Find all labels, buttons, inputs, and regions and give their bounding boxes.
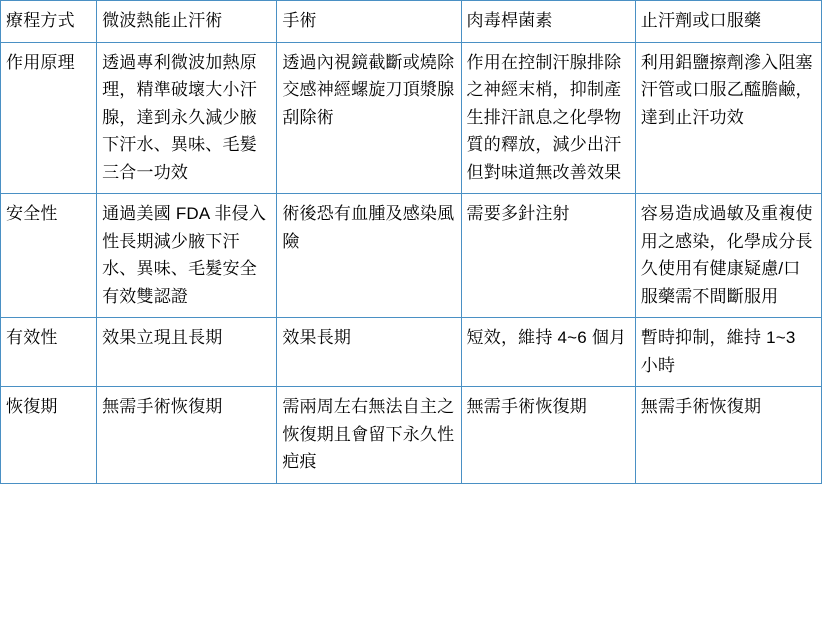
row-header-recovery: 恢復期 (1, 387, 97, 484)
cell-recovery-microwave: 無需手術恢復期 (97, 387, 277, 484)
table-row (1, 387, 822, 484)
row-header-principle: 作用原理 (1, 42, 97, 194)
table-header-row (1, 1, 822, 43)
cell-principle-surgery: 透過內視鏡截斷或燒除交感神經螺旋刀頂漿腺刮除術 (277, 42, 461, 194)
cell-effectiveness-microwave: 效果立現且長期 (97, 318, 277, 387)
cell-safety-botox: 需要多針注射 (461, 194, 635, 318)
cell-effectiveness-antiperspirant: 暫時抑制，維持 1~3 小時 (635, 318, 821, 387)
cell-principle-botox: 作用在控制汗腺排除之神經末梢，抑制產生排汗訊息之化學物質的釋放，減少出汗但對味道無改善效果 (461, 42, 635, 194)
cell-effectiveness-botox: 短效，維持 4~6 個月 (461, 318, 635, 387)
table-row (1, 42, 822, 194)
column-header-antiperspirant: 止汗劑或口服藥 (635, 1, 821, 43)
column-header-method: 療程方式 (1, 1, 97, 43)
cell-safety-antiperspirant: 容易造成過敏及重複使用之感染，化學成分長久使用有健康疑慮/口服藥需不間斷服用 (635, 194, 821, 318)
cell-safety-microwave: 通過美國 FDA 非侵入性長期減少腋下汗水、異味、毛髮安全有效雙認證 (97, 194, 277, 318)
column-header-botox: 肉毒桿菌素 (461, 1, 635, 43)
cell-recovery-surgery: 需兩周左右無法自主之恢復期且會留下永久性疤痕 (277, 387, 461, 484)
cell-recovery-antiperspirant: 無需手術恢復期 (635, 387, 821, 484)
table-row (1, 318, 822, 387)
row-header-safety: 安全性 (1, 194, 97, 318)
cell-recovery-botox: 無需手術恢復期 (461, 387, 635, 484)
cell-safety-surgery: 術後恐有血腫及感染風險 (277, 194, 461, 318)
column-header-surgery: 手術 (277, 1, 461, 43)
column-header-microwave: 微波熱能止汗術 (97, 1, 277, 43)
table-row (1, 194, 822, 318)
cell-principle-microwave: 透過專利微波加熱原理，精準破壞大小汗腺，達到永久減少腋下汗水、異味、毛髮三合一功效 (97, 42, 277, 194)
cell-effectiveness-surgery: 效果長期 (277, 318, 461, 387)
row-header-effectiveness: 有效性 (1, 318, 97, 387)
cell-principle-antiperspirant: 利用鋁鹽擦劑滲入阻塞汗管或口服乙醯膽鹼，達到止汗功效 (635, 42, 821, 194)
